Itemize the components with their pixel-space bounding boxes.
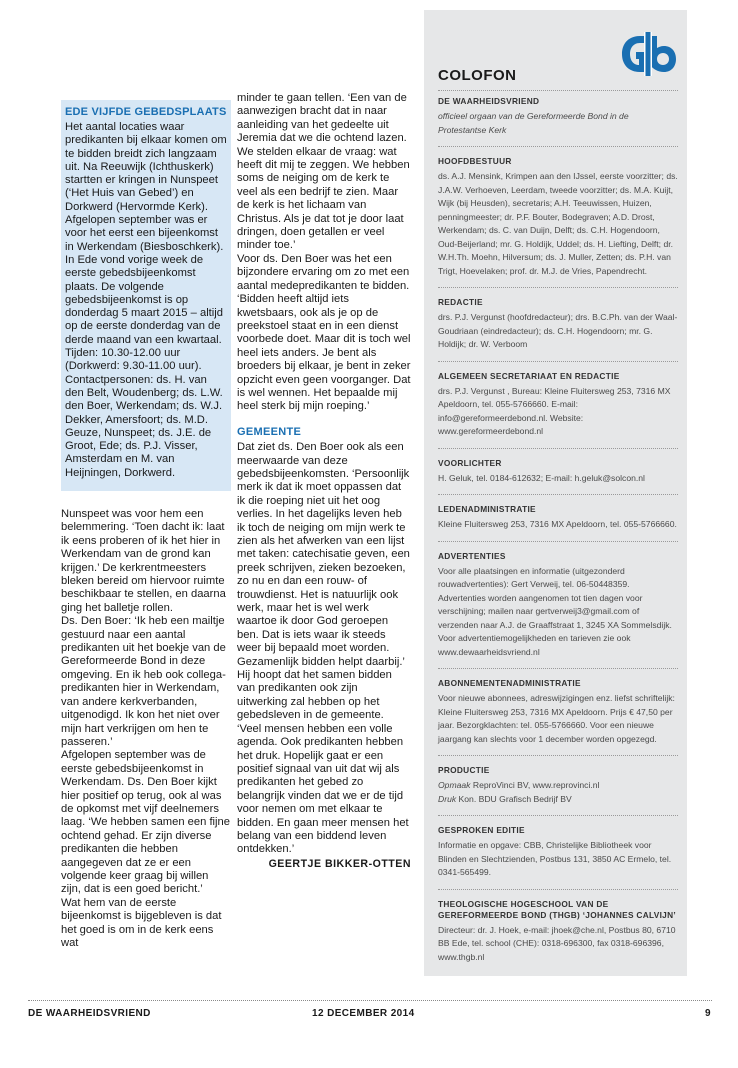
sidebar-box	[61, 100, 231, 491]
colofon-section-text: drs. P.J. Vergunst (hoofdredacteur); drs. B.C.Ph. van der Waal-Goudriaan (eindredacteur); ds. C.H. Hogendoorn; mr. G. Holdijk; dr. W. Verboom	[438, 312, 678, 349]
colofon-section-heading: ABONNEMENTENADMINISTRATIE	[438, 678, 581, 688]
colofon-section	[438, 755, 678, 806]
colofon-section-text: Informatie en opgave: CBB, Christelijke Bibliotheek voor Blinden en Slechtzienden, Postbus 131, 3850 AC Ermelo, tel. 0341-565499.	[438, 840, 672, 877]
colofon-section-text: ds. A.J. Mensink, Krimpen aan den IJssel, eerste voorzitter; ds. J.A.W. Verhoeven, Leerdam, tweede voorzitter; ds. M.A. Kuijt, Wijk (bij Heusden), secretaris; A.H. Teeuwissen, Huizen, penningmeester; dr. P.F. Bouter, Bodegraven; A.D. Drost, Werkendam; ds. C. van Duijn, Delft; ds. C.H. Hogendoorn, Oud-Beijerland; mr. G. Holdijk, Uddel; ds. H. Liefting, Delft; dr. W.H.Th. Moehn, Hilversum; ds. J. Muller, Zetten; ds. P.H. van Trigt, Hoevelaken; prof. dr. M.J. de Vries, Papendrecht.	[438, 171, 678, 276]
colofon-section	[438, 668, 678, 746]
colofon-content	[438, 90, 678, 964]
colofon-section-heading: LEDENADMINISTRATIE	[438, 504, 536, 514]
colofon-label: Druk	[438, 793, 457, 804]
footer-date: 12 DECEMBER 2014	[312, 1008, 415, 1019]
sidebar-body: Het aantal locaties waar predikanten bij elkaar komen om te bidden breidt zich langzaam uit. Na Reeuwijk (Ichthuskerk) startten er kringen in Nunspeet (‘Het Huis van Gebed’) en Dorkwerd (Hervormde Kerk). Afgelopen september was er voor het eerst een bijeenkomst in Werkendam (Biesboschkerk). In Ede vond vorige week de eerste gebedsbijeenkomst plaats. De volgende gebedsbijeenkomst is op donderdag 5 maart 2015 – altijd op de eerste donderdag van de derde maand van een kwartaal. Tijden: 10.30-12.00 uur (Dorkwerd: 9.30-11.00 uur). Contactpersonen: ds. H. van den Belt, Woudenberg; ds. L.W. den Boer, Werkendam; ds. W.J. Dekker, Amersfoort; ds. M.D. Geuze, Nunspeet; ds. J.E. de Groot, Ede; ds. P.J. Visser, Amsterdam en M. van Heijningen, Dorkwerd.	[65, 121, 227, 479]
colofon-section	[438, 541, 678, 660]
colofon-section-heading: HOOFDBESTUUR	[438, 156, 512, 166]
colofon-section	[438, 448, 678, 486]
colofon-panel	[424, 10, 687, 976]
colofon-section-heading: VOORLICHTER	[438, 457, 502, 468]
section-heading: GEMEENTE	[237, 425, 302, 438]
article-paragraph: Afgelopen september was de eerste gebedsbijeenkomst in Werkendam. Ds. Den Boer kijkt hier positief op terug, ook al was de opkomst met vijf deelnemers laag. ‘We hebben samen een fijne ochtend gehad. Er zijn diverse predikanten die hebben aangegeven dat ze er een volgende keer graag bij willen zijn, dat is een goed bericht.’	[61, 749, 230, 896]
colofon-label: Opmaak	[438, 780, 471, 790]
article-paragraph: Dat ziet ds. Den Boer ook als een meerwaarde van deze gebedsbijeenkomsten. ‘Persoonlijk merk ik dat ik moet oppassen dat ik die roeping niet uit het oog verlies. In het dagelijks leven heb ik toch de neiging om mijn werk te zien als het afwerken van een lijst met taken: catechisatie geven, een preek schrijven, zieken bezoeken, zo nu en dan een rouw- of trouwdienst. Het is natuurlijk ook werk, maar het is wel werk waartoe ik door God geroepen ben. Dat is iets waar ik steeds weer bij bepaald moet worden. Gezamenlijk bidden helpt daarbij.’	[237, 441, 410, 668]
colofon-section	[438, 815, 678, 880]
colofon-section-heading: GESPROKEN EDITIE	[438, 825, 525, 835]
article-paragraph: Ds. Den Boer: ‘Ik heb een mailtje gestuurd naar een aantal predikanten uit het boekje van de Gereformeerde Bond in deze omgeving. En ik heb ook collega-predikanten hier in Werkendam, van andere kerkverbanden, uitgenodigd. Ik kon het niet over mijn hart verkrijgen om hen te passeren.’	[61, 615, 226, 748]
colofon-section-text: drs. P.J. Vergunst , Bureau: Kleine Fluitersweg 253, 7316 MX Apeldoorn, tel. 055-5766660. E-mail: info@gereformeerdebond.nl. Website: www.gereformeerdebond.nl	[438, 385, 671, 436]
article-paragraph: Wat hem van de eerste bijeenkomst is bijgebleven is dat het goed is om in de kerk eens wat	[61, 896, 222, 949]
article-paragraph: minder te gaan tellen. ‘Een van de aanwezigen bracht dat in naar aanleiding van het gedeelte uit Jeremia dat we die ochtend lazen. We stelden elkaar de vraag: wat heeft dit mij te zeggen. We hebben soms de neiging om de kerk te veel als een bedrijf te zien. Maar de kerk is het lichaam van Christus. Als je dat tot je door laat dringen, doen getallen er veel minder toe.’	[237, 92, 410, 252]
gereformeerde-bond-logo	[620, 32, 678, 76]
colofon-section-text: Kleine Fluitersweg 253, 7316 MX Apeldoorn, tel. 055-5766660.	[438, 519, 677, 529]
article-column-left	[61, 508, 231, 950]
article-paragraph: Voor ds. Den Boer was het een bijzondere ervaring om zo met een aantal medepredikanten te bidden. ‘Bidden heeft altijd iets kwetsbaars, ook als je op de preekstoel staat en in een dienst voorbede doet. Maar dit is toch wel heel iets anders. Je bent als broeders bij elkaar, je bent in zeker opzicht even geen voorganger. Dat is wel wennen. Het bepaalde mij heel sterk bij mijn roeping.’	[237, 252, 411, 413]
footer-publication: DE WAARHEIDSVRIEND	[28, 1008, 151, 1019]
colofon-section-heading: THEOLOGISCHE HOGESCHOOL VAN DE GEREFORMEERDE BOND (THGB) ‘JOHANNES CALVIJN’	[438, 898, 676, 920]
colofon-section-heading: ALGEMEEN SECRETARIAAT EN REDACTIE	[438, 370, 620, 381]
colofon-section	[438, 146, 678, 278]
colofon-section	[438, 90, 678, 137]
colofon-section-heading: ADVERTENTIES	[438, 550, 506, 561]
article-author: GEERTJE BIKKER-OTTEN	[268, 857, 411, 870]
colofon-value: ReproVinci BV, www.reprovinci.nl	[472, 780, 600, 790]
colofon-section	[438, 494, 678, 532]
colofon-section-text: Voor nieuwe abonnees, adreswijzigingen enz. liefst schriftelijk: Kleine Fluitersweg 253, 7316 MX Apeldoorn. Prijs € 47,50 per jaar. Bezorgklachten: tel. 055-5766660. Voor een nieuwe jaargang kan slechts voor 1 december worden opgezegd.	[438, 693, 675, 744]
colofon-section	[438, 287, 678, 352]
article-paragraph: Nunspeet was voor hem een belemmering. ‘Toen dacht ik: laat ik eens proberen of ik het hier in Werkendam van de grond kan krijgen.’ De kerkrentmeesters bleken bereid om hiervoor ruimte beschikbaar te stellen, en daarna ging het balletje rollen.	[61, 508, 226, 614]
colofon-section-text: H. Geluk, tel. 0184-612632; E-mail: h.geluk@solcon.nl	[438, 472, 645, 483]
colofon-section	[438, 361, 678, 439]
colofon-section-text: Voor alle plaatsingen en informatie (uitgezonderd rouwadvertenties): Gert Verweij, tel. 06-50448359. Advertenties worden aangenomen tot tien dagen voor verschijning; mailen naar gertverweij3@gmail.com of verzenden naar A.J. de Graaffstraat 1, 3245 XA Sommelsdijk. Voor advertentiemogelijkheden en tarieven zie ook www.dewaarheidsvriend.nl	[438, 565, 672, 657]
colofon-section	[438, 889, 678, 965]
footer-divider	[28, 1000, 712, 1001]
article-paragraph: Hij hoopt dat het samen bidden van predikanten ook zijn uitwerking zal hebben op het gebedsleven in de gemeente. ‘Veel mensen hebben een volle agenda. Ook predikanten hebben het druk. Hopelijk gaat er een positief signaal van uit dat wij als predikanten het gebed zo belangrijk vinden dat we er de tijd voor nemen om met elkaar te bidden. En gaan meer mensen het belang van een biddend leven ontdekken.’	[237, 669, 409, 856]
colofon-value: Kon. BDU Grafisch Bedrijf BV	[458, 793, 572, 804]
colofon-section-heading: DE WAARHEIDSVRIEND	[438, 96, 540, 106]
colofon-title: COLOFON	[438, 67, 517, 84]
colofon-section-heading: PRODUCTIE	[438, 765, 490, 775]
sidebar-heading: EDE VIJFDE GEBEDSPLAATS	[65, 106, 227, 118]
colofon-section-heading: REDACTIE	[438, 297, 483, 307]
colofon-section-text: officieel orgaan van de Gereformeerde Bond in de Protestantse Kerk	[438, 111, 629, 135]
page-number: 9	[705, 1008, 711, 1019]
colofon-section-text: Directeur: dr. J. Hoek, e-mail: jhoek@che.nl, Postbus 80, 6710 BB Ede, tel. school (CHE): 0318-696300, fax 0318-696396, www.thgb.nl	[438, 924, 676, 962]
article-column-middle	[237, 92, 411, 871]
